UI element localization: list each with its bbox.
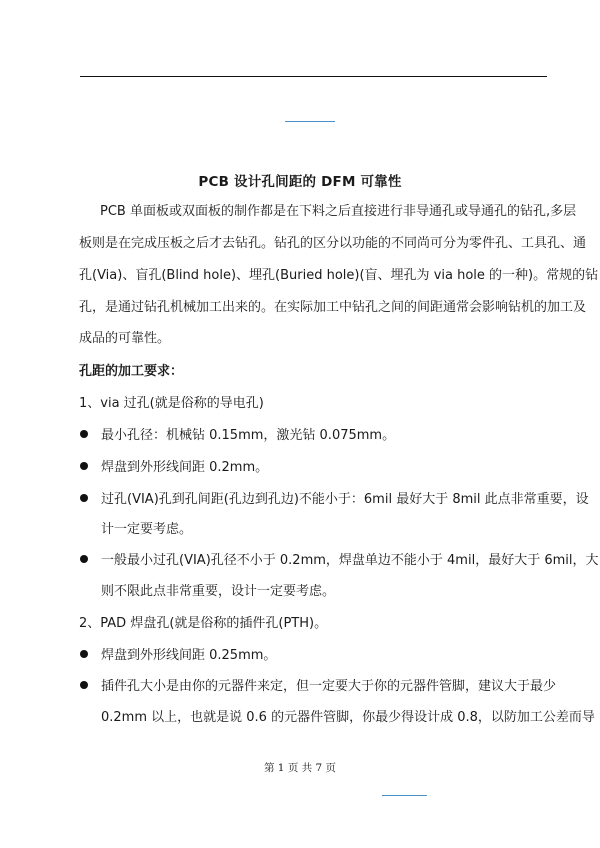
section-heading: 孔距的加工要求： bbox=[79, 364, 184, 379]
footer-blue-mark bbox=[382, 795, 427, 796]
bullet-dot bbox=[80, 555, 88, 563]
item1-bullet-4-cont: 则不限此点非常重要，设计一定要考虑。 bbox=[101, 584, 336, 599]
intro-line-1: PCB 单面板或双面板的制作都是在下料之后直接进行非导通孔或导通孔的钻孔,多层 bbox=[100, 204, 577, 219]
item1-bullet-3: 过孔(VIA)孔到孔间距(孔边到孔边)不能小于：6mil 最好大于 8mil 此点非常重要，设 bbox=[101, 492, 589, 507]
header-blue-mark bbox=[285, 121, 335, 122]
item2-bullet-2: 插件孔大小是由你的元器件来定，但一定要大于你的元器件管脚，建议大于最少 bbox=[101, 679, 557, 694]
intro-line-5: 成品的可靠性。 bbox=[79, 331, 171, 346]
item1-heading: 1、via 过孔(就是俗称的导电孔) bbox=[79, 396, 264, 411]
item2-heading: 2、PAD 焊盘孔(就是俗称的插件孔(PTH)。 bbox=[79, 616, 328, 631]
header-rule bbox=[80, 76, 547, 77]
intro-line-3: 孔(Via)、盲孔(Blind hole)、埋孔(Buried hole)(盲、埋孔为 via hole 的一种)。常规的钻 bbox=[79, 268, 599, 283]
intro-line-2: 板则是在完成压板之后才去钻孔。钻孔的区分以功能的不同尚可分为零件孔、工具孔、通 bbox=[79, 236, 587, 251]
item1-bullet-4: 一般最小过孔(VIA)孔径不小于 0.2mm，焊盘单边不能小于 4mil，最好大于 6mil，大 bbox=[101, 553, 599, 568]
intro-line-4: 孔，是通过钻孔机械加工出来的。在实际加工中钻孔之间的间距通常会影响钻机的加工及 bbox=[79, 300, 587, 315]
item1-bullet-2: 焊盘到外形线间距 0.2mm。 bbox=[101, 460, 269, 475]
bullet-dot bbox=[80, 430, 88, 438]
page-title: PCB 设计孔间距的 DFM 可靠性 bbox=[198, 174, 402, 190]
item2-bullet-1: 焊盘到外形线间距 0.25mm。 bbox=[101, 648, 277, 663]
bullet-dot bbox=[80, 462, 88, 470]
bullet-dot bbox=[80, 494, 88, 502]
item1-bullet-1: 最小孔径：机械钻 0.15mm，激光钻 0.075mm。 bbox=[101, 428, 396, 443]
item1-bullet-3-cont: 计一定要考虑。 bbox=[101, 522, 193, 537]
bullet-dot bbox=[80, 650, 88, 658]
bullet-dot bbox=[80, 681, 88, 689]
item2-bullet-2-cont: 0.2mm 以上，也就是说 0.6 的元器件管脚，你最少得设计成 0.8，以防加工公差而导 bbox=[101, 710, 595, 725]
page-footer: 第 1 页 共 7 页 bbox=[263, 762, 337, 774]
